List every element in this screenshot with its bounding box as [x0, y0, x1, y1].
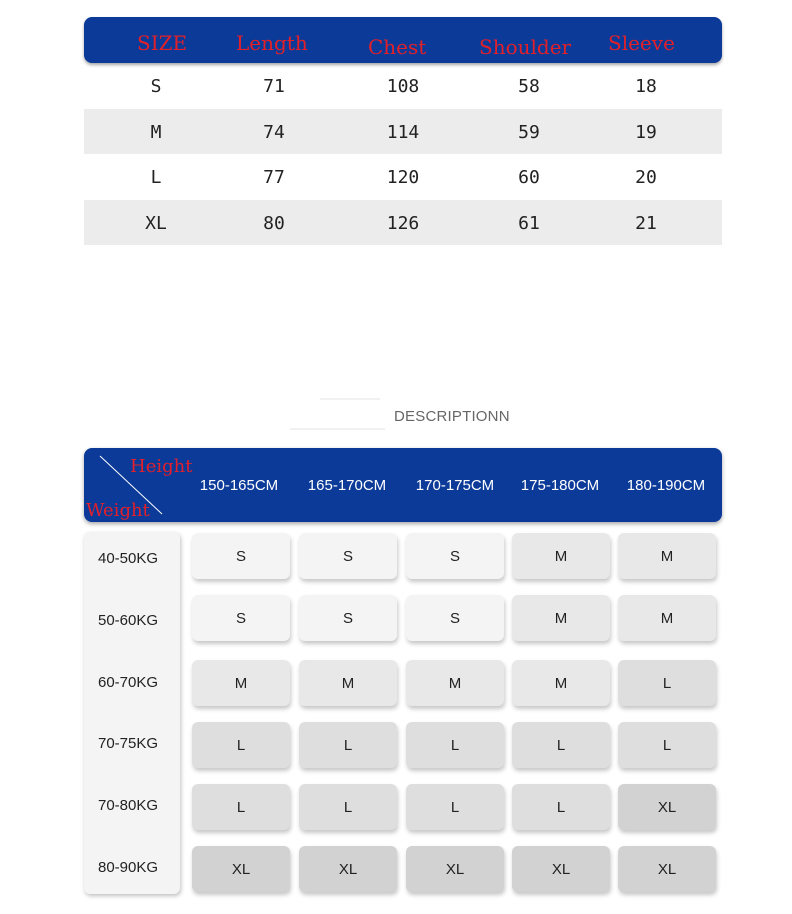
size-cell: 21 [635, 212, 657, 234]
size-recommendation-tile: M [618, 533, 716, 579]
size-cell: 108 [386, 76, 420, 97]
size-cell: 58 [518, 76, 540, 97]
size-recommendation-tile: L [618, 660, 716, 706]
height-column: 170-175CM [415, 477, 495, 494]
header-shoulder: Shoulder [479, 35, 572, 59]
weight-column-panel [84, 532, 180, 894]
weight-row-label: 80-90KG [98, 859, 159, 876]
height-weight-header [84, 448, 722, 522]
size-recommendation-tile: M [512, 595, 610, 641]
size-recommendation-tile: S [192, 533, 290, 579]
size-cell: M [150, 121, 162, 143]
height-column: 175-180CM [520, 477, 600, 494]
size-recommendation-tile: L [192, 784, 290, 830]
divider [320, 398, 380, 400]
size-row [84, 109, 722, 155]
height-axis-label: Height [130, 456, 193, 477]
size-row [84, 154, 722, 200]
size-recommendation-tile: M [192, 660, 290, 706]
size-cell: L [150, 167, 162, 188]
size-recommendation-tile: S [406, 533, 504, 579]
size-chart-header [84, 17, 722, 63]
weight-axis-label: Weight [86, 500, 150, 521]
size-cell: 120 [386, 167, 420, 188]
size-recommendation-tile: M [406, 660, 504, 706]
size-cell: 20 [635, 167, 657, 188]
size-recommendation-tile: XL [299, 846, 397, 892]
weight-row-label: 40-50KG [98, 550, 159, 567]
size-recommendation-tile: M [618, 595, 716, 641]
height-column: 180-190CM [626, 477, 706, 494]
size-cell: 126 [386, 212, 420, 234]
size-cell: 61 [518, 212, 540, 234]
weight-row-label: 70-80KG [98, 797, 159, 814]
size-cell: 19 [635, 121, 657, 143]
divider [290, 428, 385, 430]
size-chart-table [84, 17, 722, 245]
size-cell: 74 [263, 121, 285, 143]
size-cell: 77 [263, 167, 285, 188]
weight-row-label: 70-75KG [98, 735, 159, 752]
size-recommendation-tile: XL [192, 846, 290, 892]
size-recommendation-tile: M [299, 660, 397, 706]
height-column: 150-165CM [199, 477, 279, 494]
size-recommendation-tile: S [192, 595, 290, 641]
weight-row-label: 50-60KG [98, 612, 159, 629]
size-recommendation-tile: XL [512, 846, 610, 892]
size-recommendation-tile: S [299, 533, 397, 579]
size-recommendation-tile: M [512, 533, 610, 579]
size-recommendation-tile: L [299, 784, 397, 830]
size-recommendation-tile: L [512, 722, 610, 768]
size-row [84, 200, 722, 246]
size-recommendation-tile: L [406, 784, 504, 830]
size-recommendation-tile: XL [618, 846, 716, 892]
size-row [84, 63, 722, 109]
header-chest: Chest [368, 35, 427, 59]
header-size: SIZE [137, 31, 188, 55]
size-recommendation-tile: XL [406, 846, 504, 892]
size-recommendation-tile: L [299, 722, 397, 768]
size-cell: 80 [263, 212, 285, 234]
size-recommendation-tile: L [406, 722, 504, 768]
size-cell: 18 [635, 76, 657, 97]
weight-row-label: 60-70KG [98, 674, 159, 691]
height-column: 165-170CM [307, 477, 387, 494]
size-cell: 71 [263, 76, 285, 97]
size-recommendation-tile: M [512, 660, 610, 706]
header-sleeve: Sleeve [608, 31, 675, 55]
size-cell: 59 [518, 121, 540, 143]
size-recommendation-tile: L [192, 722, 290, 768]
size-recommendation-tile: L [512, 784, 610, 830]
size-cell: 60 [518, 167, 540, 188]
header-length: Length [236, 31, 308, 55]
size-cell: XL [145, 212, 167, 234]
size-recommendation-tile: L [618, 722, 716, 768]
size-cell: S [150, 76, 162, 97]
description-title: DESCRIPTIONN [394, 408, 510, 425]
size-cell: 114 [386, 121, 420, 143]
size-recommendation-tile: XL [618, 784, 716, 830]
size-recommendation-tile: S [406, 595, 504, 641]
size-recommendation-tile: S [299, 595, 397, 641]
